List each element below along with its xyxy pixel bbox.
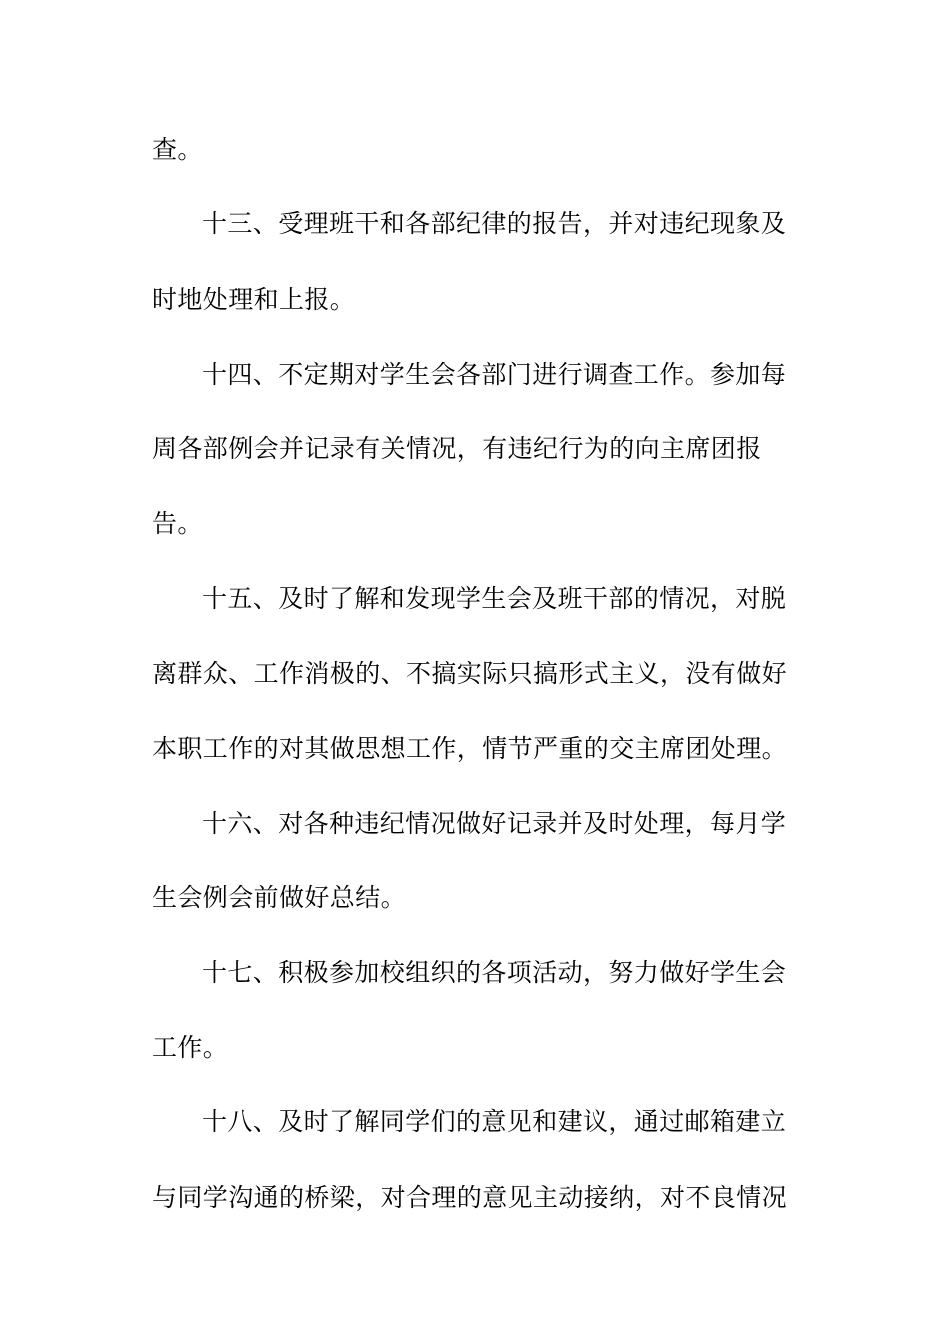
paragraph-16-line-1: 十六、对各种违纪情况做好记录并及时处理，每月学 bbox=[202, 809, 787, 838]
paragraph-18-line-2: 与同学沟通的桥梁，对合理的意见主动接纳，对不良情况 bbox=[152, 1183, 788, 1212]
text-line: 查。 bbox=[152, 135, 203, 164]
paragraph-13-line-2: 时地处理和上报。 bbox=[152, 285, 356, 314]
paragraph-15-line-3: 本职工作的对其做思想工作，情节严重的交主席团处理。 bbox=[152, 734, 788, 763]
paragraph-15-line-2: 离群众、工作消极的、不搞实际只搞形式主义，没有做好 bbox=[152, 659, 788, 688]
paragraph-15-line-1: 十五、及时了解和发现学生会及班干部的情况，对脱 bbox=[202, 584, 787, 613]
paragraph-13-line-1: 十三、受理班干和各部纪律的报告，并对违纪现象及 bbox=[202, 209, 787, 238]
paragraph-14-line-2: 周各部例会并记录有关情况，有违纪行为的向主席团报 bbox=[152, 434, 762, 463]
paragraph-17-line-2: 工作。 bbox=[152, 1033, 229, 1062]
paragraph-14-line-1: 十四、不定期对学生会各部门进行调查工作。参加每 bbox=[202, 360, 787, 389]
paragraph-16-line-2: 生会例会前做好总结。 bbox=[152, 883, 407, 912]
paragraph-18-line-1: 十八、及时了解同学们的意见和建议，通过邮箱建立 bbox=[202, 1107, 787, 1136]
paragraph-17-line-1: 十七、积极参加校组织的各项活动，努力做好学生会 bbox=[202, 958, 787, 987]
paragraph-14-line-3: 告。 bbox=[152, 509, 203, 538]
